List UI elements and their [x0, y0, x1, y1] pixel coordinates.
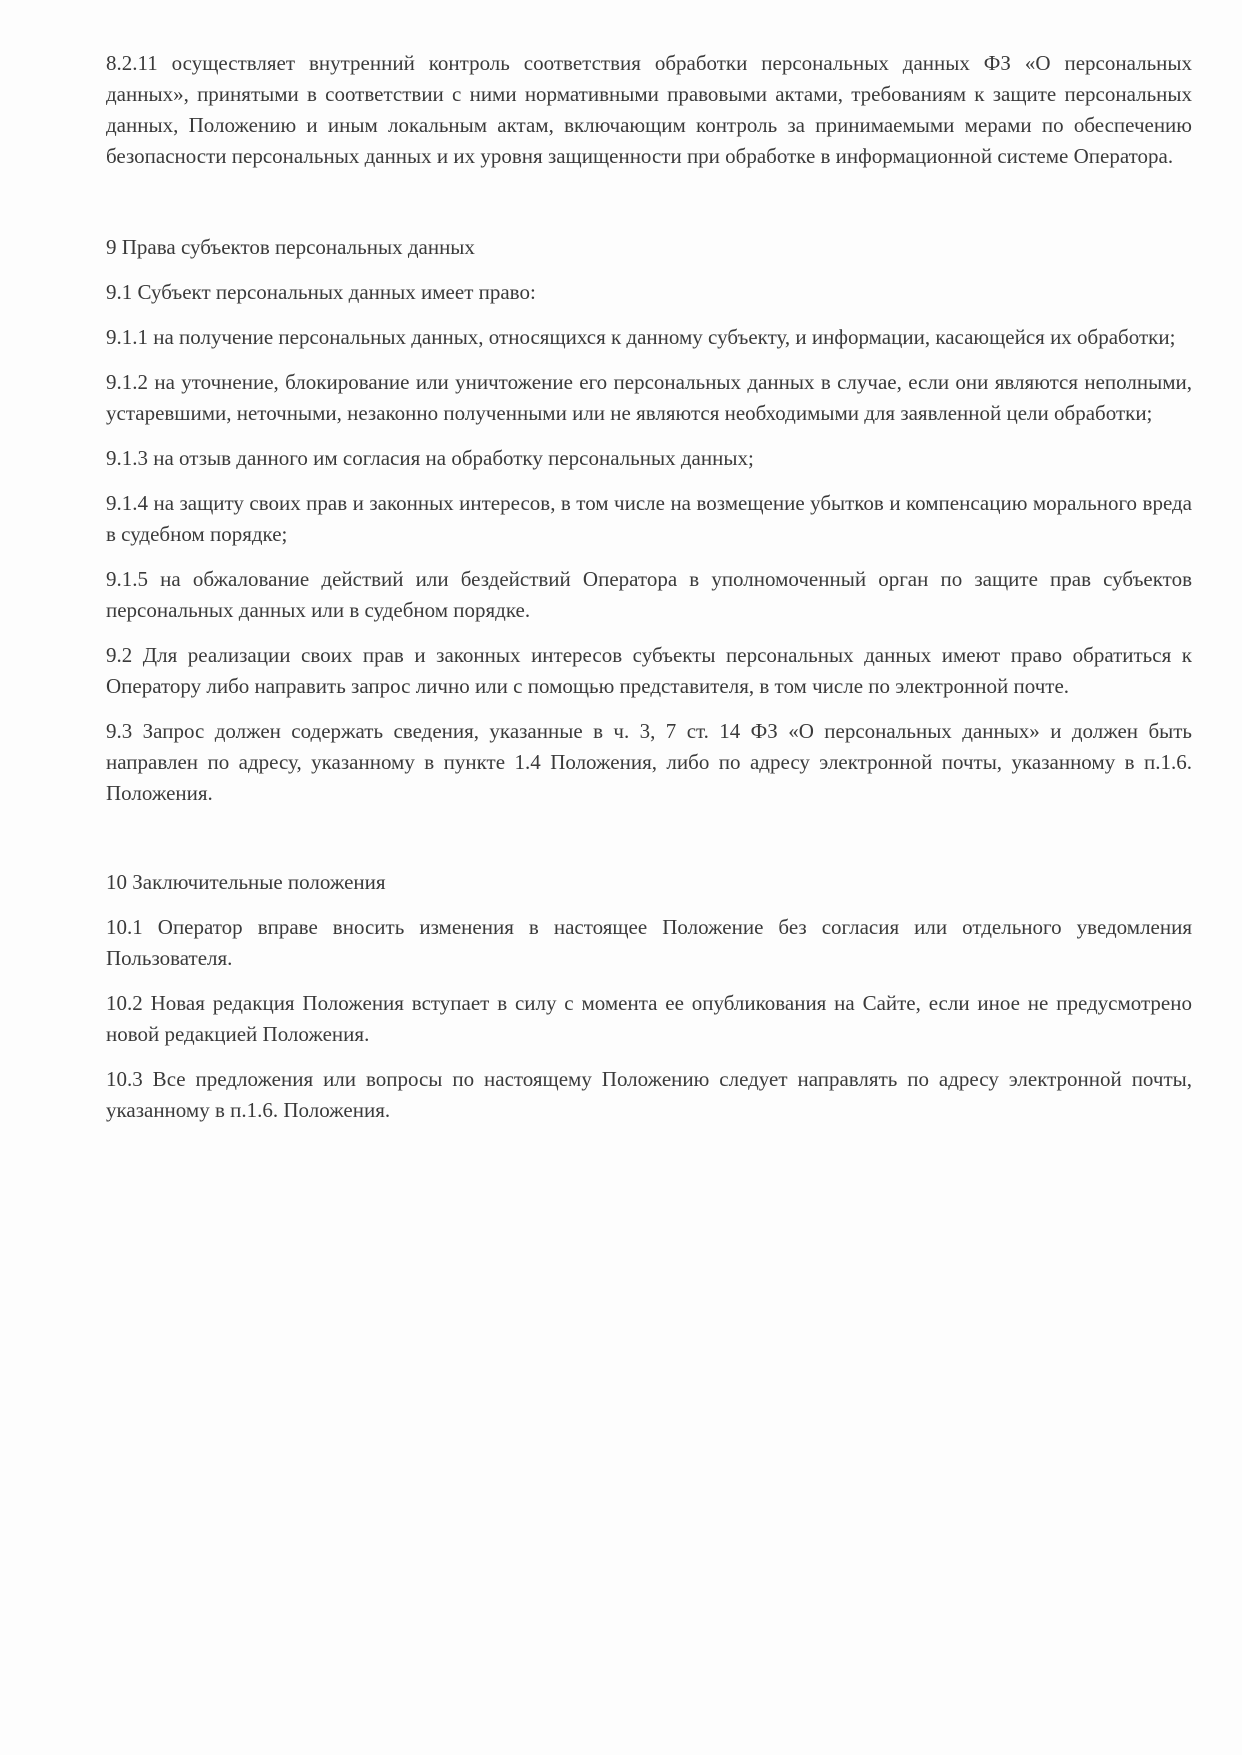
paragraph-9-3: 9.3 Запрос должен содержать сведения, указанные в ч. 3, 7 ст. 14 ФЗ «О персональных данных» и должен быть направлен по адресу, указанному в пункте 1.4 Положения, либо по адресу электронной почты, указанному в п.1.6. Положения. [106, 719, 1192, 805]
section-9-heading: 9 Права субъектов персональных данных [106, 235, 475, 259]
paragraph-8-2-11: 8.2.11 осуществляет внутренний контроль соответствия обработки персональных данных ФЗ «О персональных данных», принятыми в соответствии с ними нормативными правовыми актами, требованиям к защите персональных данных, Положению и иным локальным актам, включающим контроль за принимаемыми мерами по обеспечению безопасности персональных данных и их уровня защищенности при обработке в информационной системе Оператора. [106, 51, 1192, 168]
document-body [106, 48, 1192, 1140]
section-10-heading: 10 Заключительные положения [106, 870, 386, 894]
paragraph-10-2: 10.2 Новая редакция Положения вступает в силу с момента ее опубликования на Сайте, если иное не предусмотрено новой редакцией Положения. [106, 991, 1192, 1046]
section-gap [106, 823, 1192, 867]
paragraph-9-2: 9.2 Для реализации своих прав и законных интересов субъекты персональных данных имеют право обратиться к Оператору либо направить запрос лично или с помощью представителя, в том числе по электронной почте. [106, 643, 1192, 698]
paragraph-9-1: 9.1 Субъект персональных данных имеет право: [106, 280, 536, 304]
paragraph-10-3: 10.3 Все предложения или вопросы по настоящему Положению следует направлять по адресу электронной почты, указанному в п.1.6. Положения. [106, 1067, 1192, 1122]
paragraph-9-1-1: 9.1.1 на получение персональных данных, относящихся к данному субъекту, и информации, касающейся их обработки; [106, 325, 1176, 349]
section-gap [106, 186, 1192, 232]
paragraph-9-1-5: 9.1.5 на обжалование действий или бездействий Оператора в уполномоченный орган по защите прав субъектов персональных данных или в судебном порядке. [106, 567, 1192, 622]
paragraph-9-1-3: 9.1.3 на отзыв данного им согласия на обработку персональных данных; [106, 446, 754, 470]
paragraph-9-1-2: 9.1.2 на уточнение, блокирование или уничтожение его персональных данных в случае, если они являются неполными, устаревшими, неточными, незаконно полученными или не являются необходимыми для заявленной цели обработки; [106, 370, 1192, 425]
paragraph-9-1-4: 9.1.4 на защиту своих прав и законных интересов, в том числе на возмещение убытков и компенсацию морального вреда в судебном порядке; [106, 491, 1192, 546]
paragraph-10-1: 10.1 Оператор вправе вносить изменения в настоящее Положение без согласия или отдельного уведомления Пользователя. [106, 915, 1192, 970]
